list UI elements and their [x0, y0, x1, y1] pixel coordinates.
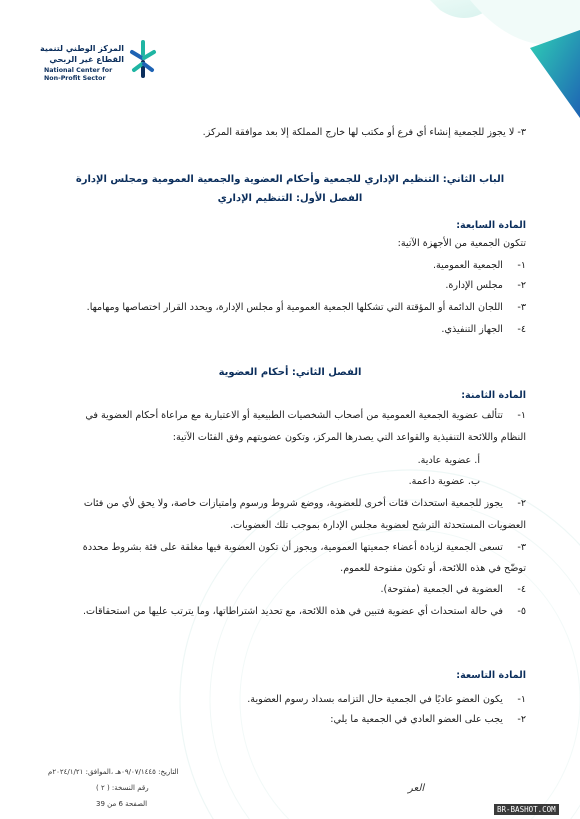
footer-version: رقم النسخة: ( ٢ ) — [96, 784, 149, 792]
article8-sub-b: ب. عضوية داعمة. — [408, 476, 480, 487]
item-text: في حالة استحداث أي عضوية فتبين في هذه اللائحة، مع تحديد اشتراطاتها، وما يترتب عليها من استحقاقات. — [82, 606, 503, 617]
ncnp-logo-icon — [128, 40, 158, 80]
section-title-membership: الفصل الثاني: أحكام العضوية — [218, 367, 362, 378]
logo-arabic-line1: المركز الوطني لتنمية — [40, 44, 124, 53]
article9-title: المادة التاسعة: — [456, 670, 526, 681]
item-text: مجلس الإدارة. — [445, 280, 503, 291]
article8-item-2-line1 — [84, 498, 526, 510]
item-number: ٢- — [517, 498, 526, 509]
item-text: تتألف عضوية الجمعية العمومية من أصحاب الشخصيات الطبيعية أو الاعتبارية مع مراعاة أحكام العضوية في — [85, 410, 503, 421]
item-number: ١- — [517, 410, 526, 421]
article8-item-4 — [380, 584, 526, 596]
item-number: ٢- — [517, 280, 526, 291]
article9-item-1 — [247, 694, 526, 706]
item-text: يجب على العضو العادي في الجمعية ما يلي: — [330, 714, 503, 725]
item-number: ٤- — [517, 324, 526, 335]
article8-item-3-line2: توضّح في هذه اللائحة، أو تكون مفتوحة للعموم. — [340, 563, 526, 574]
article8-item-3-line1 — [83, 542, 526, 554]
watermark: BR-BASHOT.COM — [494, 804, 559, 815]
item-number: ٤- — [517, 584, 526, 595]
item-number: ١- — [517, 260, 526, 271]
item-text: الجهاز التنفيذي. — [441, 324, 503, 335]
item-number: ٥- — [517, 606, 526, 617]
article7-item-1 — [433, 260, 526, 272]
item-number: ٣- — [517, 302, 526, 313]
item-text: اللجان الدائمة أو المؤقتة التي تشكلها الجمعية العمومية أو مجلس الإدارة، ويحدد القرار اختصاصها ومهامها. — [86, 302, 503, 313]
article9-item-2 — [330, 714, 526, 726]
item-text: الجمعية العمومية. — [432, 260, 503, 271]
intro-item: ٣- لا يجوز للجمعية إنشاء أي فرع أو مكتب لها خارج المملكة إلا بعد موافقة المركز. — [202, 127, 526, 138]
item-number: ٢- — [517, 714, 526, 725]
item-text: يجوز للجمعية استحداث فئات أخرى للعضوية، ووضع شروط ورسوم وامتيازات خاصة، ولا يحق لأي من فئات — [83, 498, 503, 509]
article7-title: المادة السابعة: — [456, 220, 526, 231]
article8-title: المادة الثامنة: — [461, 390, 526, 401]
article8-item-1-line1 — [85, 410, 526, 422]
item-text: يكون العضو عاديًا في الجمعية حال التزامه بسداد رسوم العضوية. — [247, 694, 503, 705]
article7-item-2 — [445, 280, 526, 292]
signature: العر — [408, 783, 425, 794]
logo-english-line1: National Center for — [44, 67, 113, 74]
chapter-title: الباب الثاني: التنظيم الإداري للجمعية وأحكام العضوية والجمعية العمومية ومجلس الإدارة — [75, 174, 505, 185]
item-text: تسعى الجمعية لزيادة أعضاء جمعيتها العمومية، ويجوز أن تكون العضوية فيها مغلقة على فئة بشروط محددة — [82, 542, 503, 553]
logo-english-line2: Non-Profit Sector — [44, 75, 106, 82]
article7-item-4 — [441, 324, 526, 336]
item-text: العضوية في الجمعية (مفتوحة). — [380, 584, 503, 595]
logo-arabic-line2: القطاع غير الربحي — [49, 55, 124, 64]
article8-item-5 — [83, 606, 526, 618]
article7-intro: تتكون الجمعية من الأجهزة الآتية: — [397, 238, 526, 249]
footer-date: التاريخ: ٠٩/٠٧/١٤٤٥هـ ،الموافق: ٢٠٢٤/١/٢١م — [48, 768, 179, 776]
article8-item-1-line2: النظام واللائحة التنفيذية والقواعد التي يصدرها المركز، وتكون عضويتهم وفق الفئات الآتية: — [172, 432, 526, 443]
article7-item-3 — [87, 302, 526, 314]
article8-sub-a: أ. عضوية عادية. — [417, 455, 480, 466]
article8-item-2-line2: العضويات المستحدثة الترشح لعضوية مجلس الإدارة بموجب تلك العضويات. — [230, 520, 526, 531]
footer-page-number: الصفحة 6 من 39 — [96, 800, 148, 808]
section-title-admin: الفصل الأول: التنظيم الإداري — [217, 193, 363, 204]
item-number: ١- — [517, 694, 526, 705]
item-number: ٣- — [517, 542, 526, 553]
ncnp-logo — [40, 40, 159, 86]
